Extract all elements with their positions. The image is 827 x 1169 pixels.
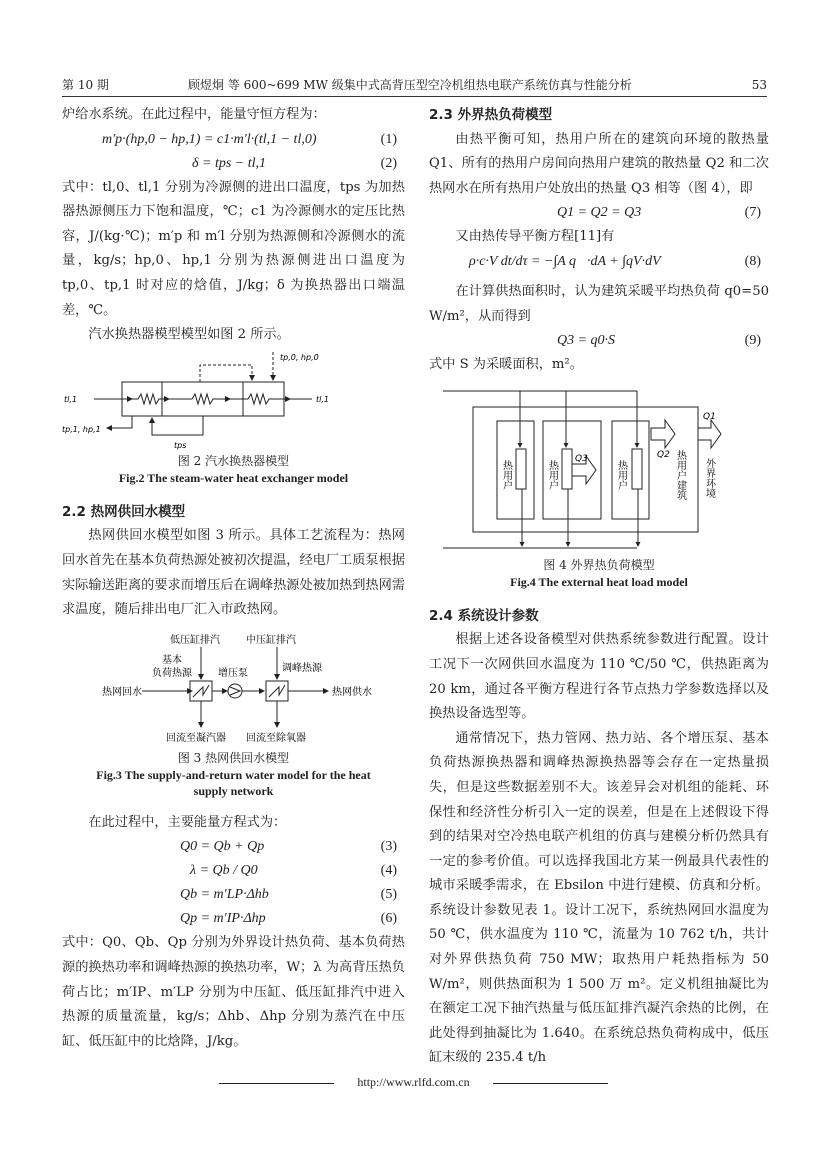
issue-number: 第 10 期	[62, 78, 109, 92]
external-heat-load-diagram	[429, 384, 769, 556]
footer-rule-left	[219, 1083, 334, 1084]
paragraph: 式中 S 为采暖面积，m²。	[429, 357, 583, 373]
equation-number: (9)	[744, 333, 761, 349]
radiator-1	[516, 449, 526, 489]
equation-formula: λ = Qb / Q0	[190, 863, 258, 879]
supply-return-diagram	[62, 631, 405, 749]
peak-heat-exchanger	[266, 681, 288, 701]
equation-1	[62, 128, 405, 152]
label-user-1: 热用户	[500, 459, 512, 490]
paragraph: 根据上述各设备模型对供热系统参数进行配置。设计工况下一次网供回水温度为 110 ℃/50 ℃，供热距离为 20 km，通过各平衡方程进行各节点热力学参数选择以及换热设备选型等。	[429, 632, 769, 722]
equation-number: (5)	[380, 887, 397, 903]
paragraph: 在计算供热面积时，认为建筑采暖平均热负荷 q0=50 W/m²，从而得到	[429, 283, 769, 324]
figure-3	[62, 631, 405, 749]
paragraph: 通常情况下，热力管网、热力站、各个增压泵、基本负荷热源换热器和调峰热源换热器等会存在一定热量损失，但是这些数据差别不大。该差异会对机组的能耗、环保性和经济性分析引入一定的误差，但是在上述假设下得到的结果对空冷热电联产机组的仿真与建模分析仍然具有一定的参考价值。可以选择我国北方某一例最具代表性的城市采暖季需求，在 Ebsilon 中进行建模、仿真和分析。系统设计参数见表 1。设计工况下，系统热网回水温度为 50 ℃，供水温度为 110 ℃，流量为 10 762 t/h，共计对外界供热负荷 750 MW；取热用户耗热指标为 50 W/m²，则供热面积为 1 500 万 m²。定义机组抽凝比为在额定工况下抽汽热量与低压缸排汽凝汽余热的比例，在此处得到抽凝比为 1.640。在系统总热负荷构成中，低压缸末级的 235.4 t/h	[429, 730, 769, 1066]
label-environment: 外界环境	[703, 457, 715, 498]
radiator-2	[562, 449, 572, 489]
heat-exchanger-diagram	[62, 352, 405, 452]
equation-7	[429, 201, 769, 225]
label-ip-exhaust: 中压缸排汽	[246, 634, 296, 646]
label-to-deaerator: 回流至除氧器	[246, 732, 306, 744]
figure-2	[62, 352, 405, 452]
equation-4	[62, 859, 405, 883]
figure-4	[429, 384, 769, 556]
equation-formula: Q0 = Qb + Qp	[180, 839, 265, 855]
label-q1: Q1	[703, 411, 716, 422]
label-booster-pump: 增压泵	[218, 667, 248, 679]
paragraph: 热网供回水模型如图 3 所示。具体工艺流程为：热网回水首先在基本负荷热源处被初次提温，经电厂工质泵根据实际输送距离的要求而增压后在调峰热源处被加热到热网需求温度，随后排出电厂汇入市政热网。	[62, 528, 405, 618]
left-column	[62, 103, 405, 1054]
equation-number: (8)	[744, 253, 761, 269]
figure-4-caption-cn: 图 4 外界热负荷模型	[543, 557, 655, 572]
label-out: tl,1	[316, 394, 329, 404]
paragraph: 式中：tl,0、tl,1 分别为冷源侧的进出口温度，tps 为加热器热源侧压力下饱和温度，℃；c1 为冷源侧水的定压比热容，J/(kg·℃)；m′p 和 m′l 分别为热源侧和冷源侧水的流量，kg/s；hp,0、hp,1 分别为热源侧进出口温度为 tp,0、tp,1 时对应的焓值，J/kg；δ 为换热器出口端温差，℃。	[62, 179, 405, 318]
paragraph: 汽水换热器模型模型如图 2 所示。	[88, 327, 290, 343]
equation-formula: Qp = m′IP·Δhp	[180, 911, 266, 927]
label-in: tl,1	[64, 394, 77, 404]
equation-number: (2)	[380, 155, 397, 171]
figure-2-caption-en: Fig.2 The steam-water heat exchanger model	[118, 470, 349, 485]
figure-2-caption-cn: 图 2 汽水换热器模型	[177, 453, 290, 468]
footer-rule-right	[493, 1083, 608, 1084]
label-supply-water: 热网供水	[332, 686, 372, 698]
equation-formula: Q3 = q0·S	[557, 333, 616, 349]
label-drain-out: tp,1, hp,1	[62, 424, 101, 434]
right-column	[429, 103, 769, 1071]
label-user-2: 热用户	[546, 459, 558, 490]
label-steam-in: tp,0, hp,0	[280, 352, 319, 362]
equation-6	[62, 907, 405, 931]
figure-3-caption-en-2: supply network	[193, 783, 274, 798]
running-header	[62, 76, 767, 97]
section-heading-2-4: 2.4 系统设计参数	[429, 607, 539, 624]
base-heat-exchanger	[190, 681, 212, 701]
equation-formula: δ = tps − tl,1	[192, 155, 267, 171]
equation-3	[62, 835, 405, 859]
equation-formula: Qb = m′LP·Δhb	[180, 887, 269, 903]
running-title: 顾煜炯 等 600~699 MW 级集中式高背压型空冷机组热电联产系统仿真与性能分析	[188, 78, 632, 92]
label-q2: Q2	[657, 449, 670, 460]
equation-number: (3)	[380, 839, 397, 855]
paragraph: 又由热传导平衡方程[11]有	[455, 229, 615, 245]
footer	[0, 1075, 827, 1090]
footer-url[interactable]: http://www.rlfd.com.cn	[357, 1075, 470, 1089]
label-return-water: 热网回水	[102, 686, 142, 698]
equation-formula: ρ·c·V dt/dτ = −∫A q⃗·dA + ∫qV·dV	[469, 253, 661, 269]
equation-number: (4)	[380, 863, 397, 879]
paragraph: 式中：Q0、Qb、Qp 分别为外界设计热负荷、基本负荷热源的换热功率和调峰热源的换热功率，W；λ 为高背压热负荷占比；m′IP、m′LP 分别为中压缸、低压缸排汽中进入热源的质量流量，kg/s；Δhb、Δhp 分别为蒸汽在中压缸、低压缸中的比焓降，J/kg。	[62, 935, 405, 1049]
equation-2	[62, 152, 405, 176]
q1-arrow	[698, 420, 721, 448]
label-building: 热用户建筑	[674, 449, 686, 500]
figure-4-caption-en: Fig.4 The external heat load model	[510, 574, 688, 589]
q2-arrow	[651, 420, 675, 448]
equation-formula: m′p·(hp,0 − hp,1) = c1·m′l·(tl,1 − tl,0)	[102, 131, 317, 147]
equation-formula: Q1 = Q2 = Q3	[557, 205, 642, 221]
equation-8	[429, 250, 769, 280]
figure-3-caption-en-1: Fig.3 The supply-and-return water model for the heat	[96, 767, 371, 782]
label-lp-exhaust: 低压缸排汽	[170, 634, 220, 646]
equation-number: (1)	[380, 131, 397, 147]
label-to-condenser: 回流至凝汽器	[166, 732, 226, 744]
paragraph: 炉给水系统。在此过程中，能量守恒方程为：	[62, 107, 326, 122]
section-heading-2-2: 2.2 热网供回水模型	[62, 503, 186, 520]
label-tps: tps	[174, 440, 187, 450]
paragraph: 由热平衡可知，热用户所在的建筑向环境的散热量 Q1、所有的热用户房间向热用户建筑的散热量 Q2 和二次热网水在所有热用户处放出的热量 Q3 相等（图 4），即	[429, 131, 769, 196]
label-q3: Q3	[575, 453, 588, 464]
label-peak-source: 调峰热源	[282, 662, 322, 674]
section-heading-2-3: 2.3 外界热负荷模型	[429, 107, 553, 123]
paragraph: 在此过程中，主要能量方程式为：	[88, 814, 287, 830]
equation-number: (6)	[380, 911, 397, 927]
page-number: 53	[751, 78, 767, 92]
label-user-3: 热用户	[615, 459, 627, 490]
figure-3-caption-cn: 图 3 热网供回水模型	[177, 750, 290, 765]
equation-9	[429, 329, 769, 353]
radiator-3	[632, 449, 642, 489]
equation-5	[62, 883, 405, 907]
label-base-2: 负荷热源	[152, 667, 192, 679]
equation-number: (7)	[744, 205, 761, 221]
label-base-1: 基本	[162, 654, 182, 666]
